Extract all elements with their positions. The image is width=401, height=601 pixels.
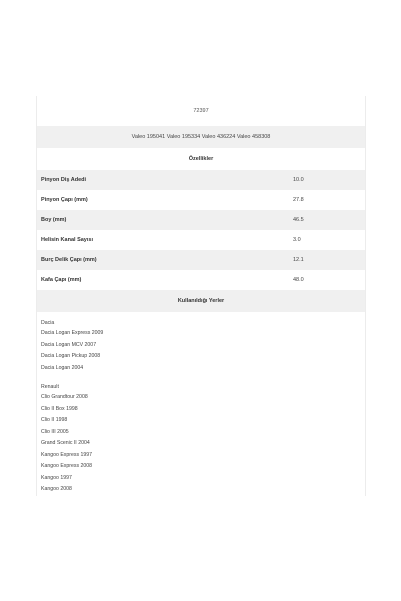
- vehicle-brand: Renault: [41, 384, 59, 390]
- vehicles-heading: Kullanıldığı Yerler: [37, 290, 365, 312]
- vehicle-list: [37, 312, 365, 496]
- spec-value: 12.1: [293, 257, 304, 263]
- product-code: 72397: [193, 108, 209, 114]
- features-heading: Özellikler: [188, 156, 214, 162]
- spec-value: 3.0: [293, 237, 301, 243]
- spec-value: 46.5: [293, 217, 304, 223]
- spec-label: Burç Delik Çapı (mm): [41, 257, 97, 263]
- vehicle-model: Dacia Logan MCV 2007: [41, 341, 97, 348]
- vehicle-model: Clio III 2005: [41, 428, 69, 435]
- spec-label: Pinyon Diş Adedi: [41, 177, 87, 183]
- vehicle-model: Clio II Box 1998: [41, 405, 78, 412]
- spec-label: Helisin Kanal Sayısı: [41, 237, 93, 243]
- spec-row: [37, 250, 365, 270]
- product-sheet: [36, 96, 366, 496]
- spec-row: [37, 270, 365, 290]
- vehicle-model: Kangoo 1997: [41, 474, 72, 481]
- spec-label: Boy (mm): [41, 217, 67, 223]
- vehicle-model: Kangoo Express 2008: [41, 463, 93, 469]
- vehicle-model: Dacia Logan Pickup 2008: [41, 353, 101, 359]
- spec-label: Kafa Çapı (mm): [41, 277, 82, 283]
- vehicle-model: Dacia Logan Express 2009: [41, 330, 104, 336]
- vehicle-brand: Dacia: [41, 320, 55, 326]
- vehicle-model: Grand Scenic II 2004: [41, 440, 90, 446]
- vehicle-model: Clio II 1998: [41, 417, 68, 423]
- oem-numbers: Valeo 195041 Valeo 195334 Valeo 436224 Valeo 458308: [37, 126, 365, 148]
- spec-row: [37, 230, 365, 250]
- spec-value: 10.0: [293, 177, 304, 183]
- spec-row: [37, 210, 365, 230]
- spec-row: [37, 170, 365, 190]
- spec-row: [37, 190, 365, 210]
- vehicle-model: Clio Grandtour 2008: [41, 394, 88, 400]
- vehicle-model: Dacia Logan 2004: [41, 364, 84, 371]
- spec-label: Pinyon Çapı (mm): [41, 197, 88, 203]
- vehicle-model: Kangoo 2008: [41, 486, 72, 492]
- spec-table: [37, 170, 365, 290]
- spec-value: 48.0: [293, 277, 304, 283]
- vehicle-model: Kangoo Express 1997: [41, 451, 93, 458]
- spec-value: 27.8: [293, 197, 304, 203]
